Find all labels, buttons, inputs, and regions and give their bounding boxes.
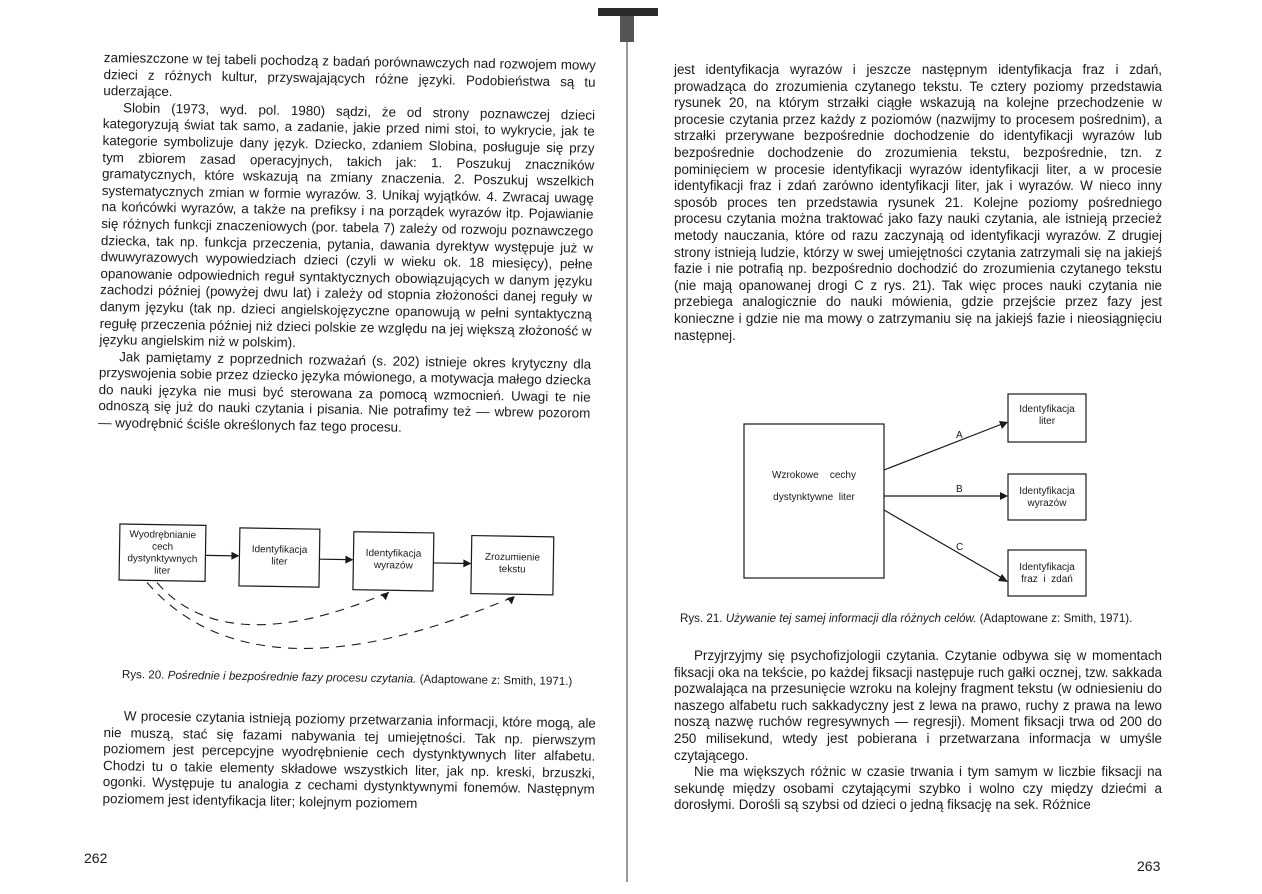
fig20-arrowhead [381, 592, 389, 600]
fig20-box-features-line: cech [151, 541, 174, 553]
fig21-target-phrases-line: fraz i zdań [1021, 574, 1073, 585]
page-number-left: 262 [84, 850, 108, 866]
fig20-arrow-dashed-to-comprehension [146, 582, 515, 651]
right-page-text-top [674, 62, 1162, 344]
fig21-target-words-line: Identyfikacja [1019, 486, 1075, 497]
fig20-box-words-line: Identyfikacja [365, 547, 422, 560]
left-page-text-bottom [102, 708, 596, 815]
figure-21-caption [680, 612, 1132, 626]
caption-number: Rys. 21. [680, 612, 723, 625]
fig21-target-letters-line: liter [1038, 416, 1056, 427]
paragraph: jest identyfikacja wyrazów i jeszcze następnym identyfikacja fraz i zdań, prowadząca do zrozumienia czytanego tekstu. Te cztery poziomy przedstawia rysunek 20, na którym strzałki ciągłe wskazują na kolejne przechodzenie w procesie czytania przez każdy z poziomów (nazwijmy to procesem pośrednim), a strzałki przerywane bezpośrednie dochodzenie do identyfikacji wyrazów lub bezpośrednie dochodzenie do zrozumienia tekstu, bezpośrednie, tzn. z pominięciem w procesie identyfikacji wyrazów identyfikacji liter, a w procesie identyfikacji fraz i zdań zarówno identyfikacji liter, jak i wyrazów. W nieco inny sposób proces ten przedstawia rysunek 21. Kolejne poziomy pośredniego procesu czytania można traktować jako fazy nauki czytania, ale istnieją przecież metody nauczania, które od razu zaczynają od identyfikacji wyrazów. Z drugiej strony istnieją ludzie, którzy w swej umiejętności czytania zatrzymali się na jakiejś fazie i nie potrafią np. bezpośrednio dochodzić do zrozumienia czytanego tekstu (nie mają opanowanej drogi C z rys. 21). Tak więc proces nauki czytania nie przebiega analogicznie do nauki mówienia, gdzie przejście przez fazy jest konieczne i gdzie nie ma mowy o zatrzymaniu się na jakiejś fazie i nieosiągnięciu następnej. [674, 62, 1162, 343]
fig20-box-words-line: wyrazów [373, 560, 413, 572]
fig20-arrowhead [507, 596, 515, 604]
binding-mark-stem [620, 16, 634, 42]
caption-source: (Adaptowane z: Smith, 1971). [979, 612, 1133, 625]
fig21-target-words [1008, 474, 1086, 520]
fig21-label-b: B [956, 484, 963, 495]
fig21-source-line: Wzrokowe cechy [772, 470, 856, 481]
fig21-target-words-line: wyrazów [1027, 498, 1067, 509]
fig21-path-a [884, 424, 1002, 470]
fig20-box-letters-line: liter [271, 556, 288, 568]
caption-number: Rys. 20. [121, 668, 165, 682]
fig20-box-features-line: liter [154, 565, 171, 577]
fig21-path-c [884, 510, 1002, 578]
fig21-source-line: dystynktywne liter [773, 492, 855, 503]
fig21-target-phrases [1008, 550, 1086, 596]
paragraph: Nie ma większych różnic w czasie trwania i tym samym w liczbie fiksacji na sekundę między osobami czytającymi szybko i wolno czy między dziećmi a dorosłymi. Dorośli są szybsi od dzieci o jedną fiksację na sek. Różnice [674, 764, 1162, 813]
left-page-text-top [98, 50, 596, 439]
fig20-arrow-solid [433, 563, 467, 564]
fig20-box-features-line: Wyodrębnianie [129, 529, 197, 542]
fig21-label-a: A [956, 430, 963, 441]
caption-title: Pośrednie i bezpośrednie fazy procesu czytania. [167, 668, 417, 686]
page-number-right: 263 [1137, 858, 1161, 874]
fig21-arrowhead [1000, 492, 1008, 500]
caption-source: (Adaptowane z: Smith, 1971.) [419, 672, 573, 689]
figure-21-diagram [740, 392, 1100, 602]
paragraph: Slobin (1973, wyd. pol. 1980) sądzi, że od strony poznawczej dzieci kategoryzują świat tak samo, a zadanie, jakie przed nimi stoi, to wykrycie, jak te kategorie symbolizuje dany język. Dziecko, zdaniem Slobina, posługuje się przy tym zbiorem zasad operacyjnych, takich jak: 1. Poszukuj znaczników gramatycznych, które wskazują na zmiany znaczenia. 2. Poszukuj wszelkich systematycznych zmian w formie wyrazów. 3. Unikaj wyjątków. 4. Zwracaj uwagę na końcówki wyrazów, a także na prefiksy i na porządek wyrazów itp. Pojawianie się różnych funkcji znaczeniowych (por. tabela 7) zależy od rozwoju poznawczego dziecka, tak np. funkcja przeczenia, pytania, dawania dyrektyw występuje już w dwuwyrazowych wypowiedziach dzieci (czyli w wieku ok. 18 miesięcy), pełne opanowanie odpowiednich reguł syntaktycznych obowiązujących w danym języku zachodzi później (powyżej dwu lat) i zależy od stopnia złożoności danej reguły w danym języku (tak np. dzieci angielskojęzyczne opanowują w pełni syntaktyczną regułę przeczenia później niż dzieci polskie ze względu na jej większą złożoność w języku angielskim niż w polskim). [99, 100, 596, 351]
figure-20-diagram [118, 520, 568, 670]
book-spine [626, 22, 628, 882]
paragraph: W procesie czytania istnieją poziomy przetwarzania informacji, które mogą, ale nie muszą, stać się fazami nabywania tej umiejętności. Tak np. pierwszym poziomem jest percepcyjne wyodrębnienie cech dystynktywnych liter alfabetu. Chodzi tu o takie elementy składowe wszystkich liter, jak np. kreski, brzuszki, ogonki. Występuje tu analogia z cechami dystynktywnymi fonemów. Następnym poziomem jest identyfikacja liter; kolejnym poziomem [102, 708, 596, 811]
fig20-box-comprehension-line: tekstu [498, 563, 526, 576]
fig20-box-comprehension-line: Zrozumienie [484, 551, 541, 564]
fig21-arrowhead [998, 574, 1008, 582]
fig21-target-phrases-line: Identyfikacja [1019, 562, 1075, 573]
fig20-arrowhead [231, 552, 239, 560]
caption-title: Używanie tej samej informacji dla różnych celów. [725, 612, 977, 625]
fig20-arrowhead [345, 556, 353, 564]
paragraph: zamieszczone w tej tabeli pochodzą z badań porównawczych nad rozwojem mowy dzieci z różnych kultur, przyswajających różne języki. Podobieństwa są tu uderzające. [103, 50, 596, 100]
fig21-label-c: C [956, 542, 964, 553]
fig21-target-letters-line: Identyfikacja [1019, 404, 1075, 415]
binding-mark [598, 8, 658, 16]
fig20-arrowhead [463, 559, 471, 567]
right-page-text-bottom [674, 648, 1162, 814]
paragraph: Jak pamiętamy z poprzednich rozważań (s. 202) istnieje okres krytyczny dla przyswojenia sobie przez dziecko języka mówionego, a motywacja małego dziecka do nauki języka nie musi być sterowana za pomocą wzmocnień. Uwagi te nie odnoszą się już do nauki czytania i pisania. Nie potrafimy też — wbrew pozorom — wyodrębnić ściśle określonych faz tego procesu. [98, 348, 592, 435]
paragraph: Przyjrzyjmy się psychofizjologii czytania. Czytanie odbywa się w momentach fiksacji oka na tekście, po każdej fiksacji następuje ruch gałki ocznej, tzw. sakkada pozwalająca na przesunięcie wzroku na kolejny fragment tekstu (w odniesieniu do naszego alfabetu ruch sakkadyczny jest z lewa na prawo, ruchy z prawa na lewo noszą nazwę ruchów regresywnych — regresji). Moment fiksacji trwa od 200 do 250 milisekund, wtedy jest pobierana i przetwarzana informacja w umyśle czytającego. [674, 648, 1162, 763]
fig20-box-letters-line: Identyfikacja [251, 544, 308, 556]
figure-20-caption [122, 668, 573, 689]
fig20-box-features-line: dystynktywnych [127, 553, 198, 566]
